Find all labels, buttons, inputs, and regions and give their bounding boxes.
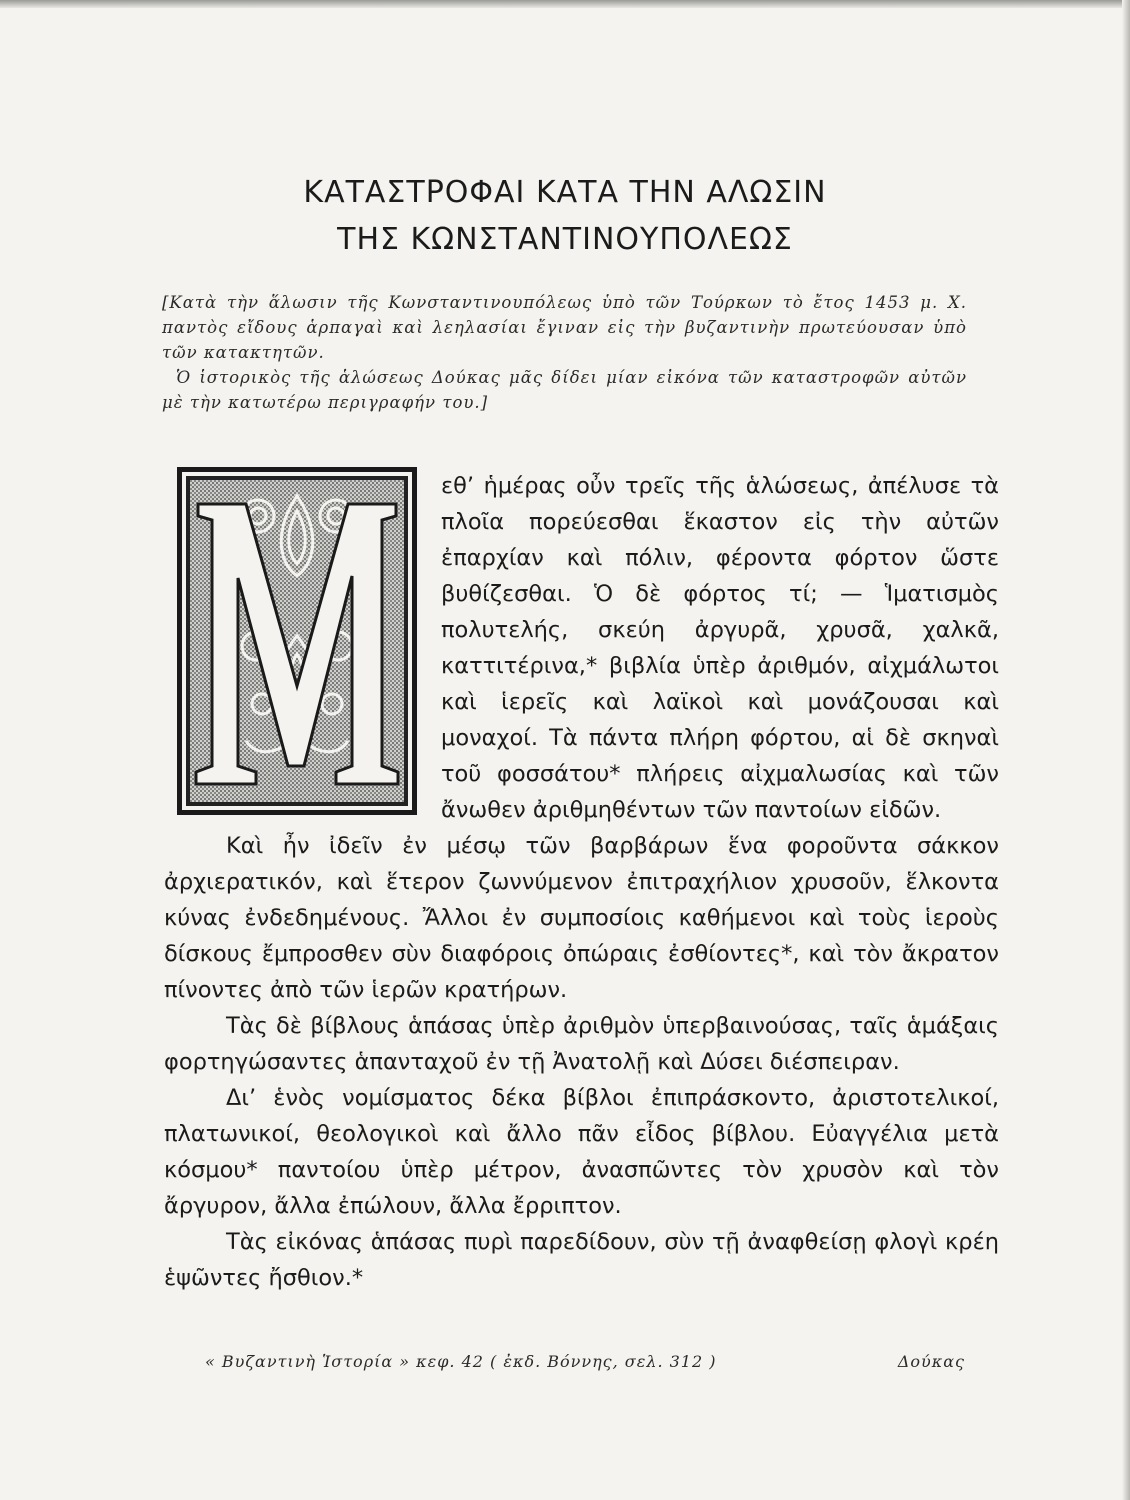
body-paragraph-1: εθ’ ἡμέρας οὖν τρεῖς τῆς ἁλώσεως, ἀπέλυσε τὰ πλοῖα πορεύεσθαι ἕκαστον εἰς τὴν αὐτῶν ἐπαρχίαν καὶ πόλιν, φέροντα φόρτον ὥστε βυθίζεσθαι. Ὁ δὲ φόρτος τί; — Ἱματισμὸς πολυτελής, σκεύη ἀργυρᾶ, χρυσᾶ, χαλκᾶ, καττιτέρινα,* βιβλία ὑπὲρ ἀριθμόν, αἰχμάλωτοι καὶ ἱερεῖς καὶ λαϊκοὶ καὶ μονάζουσαι καὶ μοναχοί. Τὰ πάντα πλήρη φόρτου, αἱ δὲ σκηναὶ τοῦ φοσσάτου* πλήρεις αἰχμαλωσίας καὶ τῶν ἄνωθεν ἀριθμηθέντων τῶν παντοίων εἰδῶν. — [441, 473, 999, 823]
body-paragraph-2: Καὶ ἦν ἰδεῖν ἐν μέσῳ τῶν βαρβάρων ἕνα φοροῦντα σάκκον ἀρχιερατικόν, καὶ ἕτερον ζωννύμενον ἐπιτραχήλιον χρυσοῦν, ἕλκοντα κύνας ἐνδεδημένους. Ἄλλοι ἐν συμποσίοις καθήμενοι καὶ τοὺς ἱεροὺς δίσκους ἔμπροσθεν σὺν διαφόροις ὀπώραις ἐσθίοντες*, καὶ τὸν ἄκρατον πίνοντες ἀπὸ τῶν ἱερῶν κρατήρων. — [164, 833, 999, 1003]
page-title-line-2: ΤΗΣ ΚΩΝΣΤΑΝΤΙΝΟΥΠΟΛΕΩΣ — [337, 222, 793, 257]
intro-paragraph-2: Ὁ ἱστορικὸς τῆς ἁλώσεως Δούκας μᾶς δίδει μίαν εἰκόνα τῶν καταστροφῶν αὐτῶν μὲ τὴν κατωτέρω περιγραφήν του.] — [162, 368, 967, 412]
source-citation — [205, 1352, 965, 1371]
page-top-edge — [0, 0, 1130, 8]
decorated-initial-m-icon — [176, 466, 418, 816]
body-paragraph-3: Τὰς δὲ βίβλους ἁπάσας ὑπὲρ ἀριθμὸν ὑπερβαινούσας, ταῖς ἁμάξαις φορτηγώσαντες ἁπανταχοῦ ἐν τῇ Ἀνατολῇ καὶ Δύσει διέσπειραν. — [164, 1013, 999, 1075]
decorated-initial — [176, 466, 418, 816]
body-paragraph-4: Δι’ ἑνὸς νομίσματος δέκα βίβλοι ἐπιπράσκοντο, ἀριστοτελικοί, πλατωνικοί, θεολογικοὶ καὶ ἄλλο πᾶν εἶδος βίβλου. Εὐαγγέλια μετὰ κόσμου* παντοίου ὑπὲρ μέτρον, ἀνασπῶντες τὸν χρυσὸν καὶ τὸν ἄργυρον, ἄλλα ἐπώλουν, ἄλλα ἔρριπτον. — [164, 1085, 999, 1219]
intro-note — [162, 290, 967, 415]
body-paragraph-5: Τὰς εἰκόνας ἁπάσας πυρὶ παρεδίδουν, σὺν τῇ ἀναφθείσῃ φλογὶ κρέη ἑψῶντες ἤσθιον.* — [164, 1229, 999, 1291]
citation-author: Δούκας — [897, 1352, 965, 1371]
citation-source: « Βυζαντινὴ Ἱστορία » κεφ. 42 ( ἐκδ. Βόννης, σελ. 312 ) — [205, 1352, 717, 1371]
page-title-line-1: ΚΑΤΑΣΤΡΟΦΑΙ ΚΑΤΑ ΤΗΝ ΑΛΩΣΙΝ — [303, 175, 827, 210]
intro-paragraph-1: [Κατὰ τὴν ἅλωσιν τῆς Κωνσταντινουπόλεως ὑπὸ τῶν Τούρκων τὸ ἔτος 1453 μ. Χ. παντὸς εἴδους ἁρπαγαὶ καὶ λεηλασίαι ἔγιναν εἰς τὴν βυζαντινὴν πρωτεύουσαν ὑπὸ τῶν κατακτητῶν. — [162, 293, 967, 362]
